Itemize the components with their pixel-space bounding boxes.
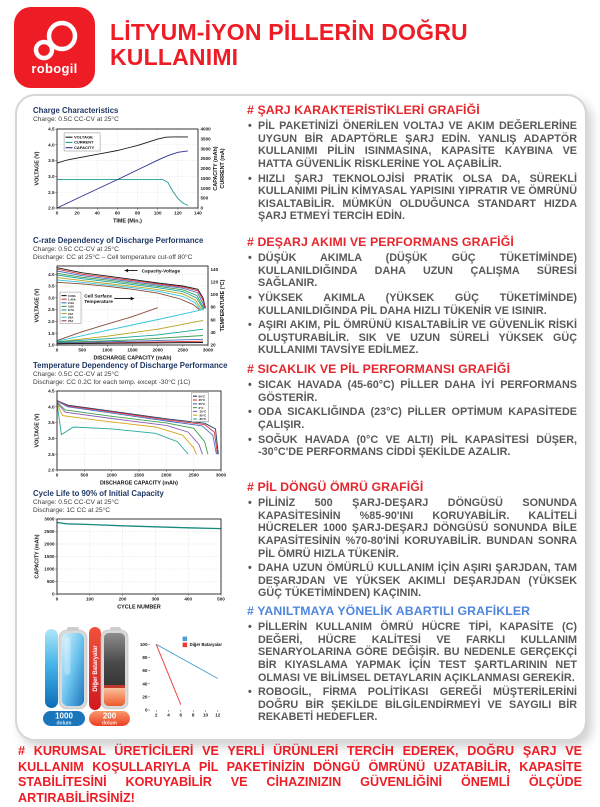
bullet-item: • YÜKSEK AKIMLA (YÜKSEK GÜÇ TÜKETİMİNDE) KULLANILDIĞINDA PİL DAHA HIZLI TÜKENİR VE ISINIR. <box>247 292 577 317</box>
fill-count-badge-bad <box>89 711 130 727</box>
section-sarj-karakteristikleri <box>247 103 577 225</box>
chart-subtitle: Discharge: CC at 25°C – Cell temperature cut-off 80°C <box>33 253 193 261</box>
svg-text:3.5: 3.5 <box>48 420 55 426</box>
section-heading: # PİL DÖNGÜ ÖMRÜ GRAFİĞİ <box>247 480 424 494</box>
chart-subtitle: Charge: 0.5C CC-CV at 25°C <box>33 116 119 123</box>
svg-text:0: 0 <box>55 472 59 478</box>
bullet-item: • PİL PAKETİNİZİ ÖNERİLEN VOLTAJ VE AKIM DEĞERLERİNE UYGUN BİR ADAPTÖRLE ŞARJ EDİN. YANLIŞ ADAPTÖR KULLANIMI PİLİN ISINMASINA, KAPASİTE KAYBINA VE HATTA GÜVENLİK RİSKLERİNE YOL AÇABİLİR. <box>247 120 577 171</box>
svg-text:60: 60 <box>142 668 148 674</box>
svg-text:Cell Surface: Cell Surface <box>84 294 112 300</box>
chart-title: Temperature Dependency of Discharge Performance <box>33 361 228 370</box>
svg-text:8: 8 <box>191 712 195 718</box>
svg-text:2.9A: 2.9A <box>68 301 75 305</box>
svg-text:1000: 1000 <box>102 347 113 353</box>
svg-text:VOLTAGE (V): VOLTAGE (V) <box>34 288 41 323</box>
svg-text:500: 500 <box>46 579 55 585</box>
chart-canvas-cycle <box>33 514 233 610</box>
chart-battery-comparison <box>136 630 228 722</box>
svg-text:20: 20 <box>142 694 148 700</box>
svg-text:2.0: 2.0 <box>48 467 55 473</box>
svg-text:120: 120 <box>210 279 219 285</box>
svg-text:60: 60 <box>210 317 216 323</box>
svg-text:40: 40 <box>142 681 148 687</box>
svg-text:2500: 2500 <box>177 347 188 353</box>
svg-text:-30°C: -30°C <box>198 417 207 422</box>
svg-text:0: 0 <box>51 591 55 597</box>
svg-text:3.5: 3.5 <box>48 157 55 163</box>
svg-text:20A: 20A <box>68 315 74 320</box>
svg-text:2.5: 2.5 <box>48 307 55 313</box>
fill-count-value: 200 <box>102 711 117 721</box>
svg-text:1000: 1000 <box>106 472 117 478</box>
battery-comparison-graphic <box>40 627 132 727</box>
svg-text:400: 400 <box>184 596 193 602</box>
bullet-item: • PİLLERİN KULLANIM ÖMRÜ HÜCRE TİPİ, KAPASİTE (C) DEĞERİ, HÜCRE KALİTESİ VE FARKLI KULLANIM SENARYOLARINA GÖRE DEĞİŞİR. BU NEDENLE GERÇEKÇİ BİR KIYASLAMA YAPMAK İÇİN TEST ŞARTLARININ NET OLMASI VE BİLİMSEL DETAYLARIN AÇIKLANMASI GEREKİR. <box>247 621 577 684</box>
svg-text:80: 80 <box>210 304 216 310</box>
svg-text:0.58A: 0.58A <box>68 293 76 298</box>
section-heading: # DEŞARJ AKIMI VE PERFORMANS GRAFİĞİ <box>247 235 514 249</box>
svg-text:100: 100 <box>210 292 219 297</box>
svg-text:2500: 2500 <box>44 529 55 535</box>
chart-cycle-life <box>33 489 233 610</box>
svg-text:100: 100 <box>153 210 162 215</box>
bullet-list <box>247 252 577 357</box>
bullet-list <box>247 120 577 223</box>
svg-text:100: 100 <box>85 596 94 602</box>
fill-count-value: 1000 <box>55 711 73 721</box>
section-heading: # YANILTMAYA YÖNELİK ABARTILI GRAFİKLER <box>247 604 531 618</box>
svg-text:20: 20 <box>210 342 216 348</box>
chart-subtitle: Discharge: 1C CC at 25°C <box>33 506 111 514</box>
svg-text:4.5: 4.5 <box>48 126 55 132</box>
bullet-item: • ROBOGİL, FİRMA POLİTİKASI GEREĞİ MÜŞTERİLERİNİ DOĞRU BİR ŞEKİLDE BİLGİLENDİRMEYİ VE SAYGILI BİR REKABETİ HEDEFLER. <box>247 686 577 724</box>
bullet-list <box>247 379 577 459</box>
chart-subtitle: Charge: 0.5C CC-CV at 25°C <box>33 371 119 378</box>
fill-count-unit: dolum <box>56 720 72 727</box>
page-title-line2: KULLANIMI <box>110 44 239 71</box>
bullet-item: • AŞIRI AKIM, PİL ÖMRÜNÜ KISALTABİLİR VE GÜVENLİK RİSKİ OLUŞTURABİLİR. SIK VE UZUN SÜRELİ YÜKSEK GÜÇ KULLANIMI TAVSİYE EDİLMEZ. <box>247 319 577 357</box>
svg-text:4.0: 4.0 <box>48 271 55 277</box>
chart-canvas-temperature <box>33 386 233 486</box>
svg-text:4.0: 4.0 <box>48 404 55 410</box>
robogil-logo <box>14 7 95 88</box>
svg-text:1.5: 1.5 <box>48 330 55 336</box>
svg-text:12: 12 <box>215 712 221 718</box>
svg-text:Capacity-Voltage: Capacity-Voltage <box>141 269 181 275</box>
bullet-item: • DÜŞÜK AKIMLA (DÜŞÜK GÜÇ TÜKETİMİNDE) KULLANILDIĞINDA DAHA UZUN ÇALIŞMA SÜRESİ SAĞLANIR. <box>247 252 577 290</box>
svg-text:-10°C: -10°C <box>198 409 207 414</box>
bullet-list <box>247 497 577 600</box>
svg-text:2000: 2000 <box>152 347 163 353</box>
chart-subtitle: Discharge: CC 0.2C for each temp. except -30°C (1C) <box>33 378 191 386</box>
svg-text:20: 20 <box>74 210 80 215</box>
svg-text:3.0: 3.0 <box>48 173 55 179</box>
svg-text:15A: 15A <box>68 311 74 316</box>
bullet-item: • DAHA UZUN ÖMÜRLÜ KULLANIM İÇİN AŞIRI ŞARJDAN, TAM DEŞARJDAN VE YÜKSEK AKIMLI DEŞARJDAN (YÜKSEK GÜÇ TÜKETİMİNDEN) KAÇININ. <box>247 562 577 600</box>
svg-text:2500: 2500 <box>200 155 211 161</box>
section-dongu-omru <box>247 480 577 602</box>
svg-text:100: 100 <box>139 641 148 647</box>
ribbon-label: Diğer Bataryalar <box>93 645 99 692</box>
battery-good-illustration <box>45 627 87 709</box>
svg-text:40: 40 <box>94 210 100 215</box>
svg-text:0: 0 <box>55 596 59 602</box>
svg-text:60°C: 60°C <box>198 394 206 399</box>
bullet-item: • PİLİNİZ 500 ŞARJ-DEŞARJ DÖNGÜSÜ SONUNDA KAPASİTESİNİN %85-90'INI KORUYABİLİR. KALİTELİ HÜCRELER 1000 ŞARJ-DEŞARJ DÖNGÜSÜ SONUNDA BİLE KAPASİTESİNİN %70-80'İNİ KORUYABİLİR. BUNDAN SONRA PİL ÖMRÜ HIZLA TÜKENİR. <box>247 497 577 560</box>
bullet-item: • ODA SICAKLIĞINDA (23°C) PİLLER OPTİMUM KAPASİTEDE ÇALIŞIR. <box>247 406 577 431</box>
bullet-item: • SICAK HAVADA (45-60°C) PİLLER DAHA İYİ PERFORMANS GÖSTERİR. <box>247 379 577 404</box>
svg-text:3000: 3000 <box>202 347 214 353</box>
svg-text:40: 40 <box>210 330 216 335</box>
svg-text:3000: 3000 <box>44 516 55 522</box>
chart-title: Charge Characteristics <box>33 106 119 115</box>
chart-temperature-discharge <box>33 361 233 486</box>
svg-text:CAPACITY (mAh): CAPACITY (mAh) <box>34 534 41 579</box>
section-sicaklik-performans <box>247 362 577 461</box>
svg-text:CYCLE NUMBER: CYCLE NUMBER <box>117 604 161 610</box>
svg-text:Temperature: Temperature <box>84 299 113 305</box>
svg-text:200: 200 <box>118 596 127 602</box>
svg-text:TEMPERATURE (°C): TEMPERATURE (°C) <box>220 279 226 332</box>
svg-text:1000: 1000 <box>44 566 55 572</box>
svg-text:4.0: 4.0 <box>48 141 55 147</box>
svg-text:VOLTAGE (V): VOLTAGE (V) <box>34 151 41 185</box>
svg-text:25A: 25A <box>68 319 74 323</box>
svg-text:VOLTAGE: VOLTAGE <box>74 133 93 139</box>
chart-subtitle: Charge: 0.5C CC-CV at 25°C <box>33 499 119 506</box>
svg-text:8.7A: 8.7A <box>68 308 75 313</box>
svg-text:2000: 2000 <box>200 165 211 171</box>
svg-text:1500: 1500 <box>133 472 145 478</box>
svg-text:0: 0 <box>55 210 59 215</box>
svg-text:0: 0 <box>200 205 204 211</box>
svg-text:3000: 3000 <box>200 145 211 151</box>
chart-canvas-charge <box>33 124 233 224</box>
svg-text:0: 0 <box>55 347 59 353</box>
svg-text:2.5: 2.5 <box>48 189 55 195</box>
svg-text:6: 6 <box>179 712 183 718</box>
svg-text:300: 300 <box>151 596 160 602</box>
svg-text:120: 120 <box>174 210 182 215</box>
robogil-logo-icon <box>26 19 84 63</box>
svg-text:DISCHARGE CAPACITY (mAh): DISCHARGE CAPACITY (mAh) <box>93 355 172 361</box>
section-abartili-grafikler <box>247 604 577 726</box>
svg-text:1.0: 1.0 <box>48 342 55 348</box>
chart-title: C-rate Dependency of Discharge Performance <box>33 236 204 245</box>
svg-text:CAPACITY (mAh): CAPACITY (mAh) <box>213 145 219 191</box>
svg-text:1.45A: 1.45A <box>68 297 76 302</box>
svg-text:4.5: 4.5 <box>48 388 55 394</box>
svg-text:3.0: 3.0 <box>48 295 55 301</box>
svg-text:500: 500 <box>217 596 225 602</box>
chart-charge-characteristics <box>33 106 233 224</box>
page-title <box>110 20 580 71</box>
page-title-line1: LİTYUM-İYON PİLLERİN DOĞRU <box>110 19 468 45</box>
svg-text:25°C: 25°C <box>198 402 206 406</box>
bullet-item: • HIZLI ŞARJ TEKNOLOJİSİ PRATİK OLSA DA, SÜREKLİ KULLANIMI PİLİN KİMYASAL YAPISINI YIPRATIR VE ÖMRÜNÜ KISALTABİLİR. MÜMKÜN OLDUĞUNCA STANDART HIZDA ŞARJ ETMEYİ TERCİH EDİN. <box>247 173 577 224</box>
svg-text:2000: 2000 <box>161 472 172 478</box>
section-heading: # ŞARJ KARAKTERİSTİKLERİ GRAFİĞİ <box>247 103 480 117</box>
svg-text:3500: 3500 <box>200 136 211 141</box>
svg-text:4000: 4000 <box>200 126 211 132</box>
footer-note: # KURUMSAL ÜRETİCİLERİ VE YERLİ ÜRÜNLERİ TERCİH EDEREK, DOĞRU ŞARJ VE KULLANIM KOŞULLARIYLA PİL PAKETİNİZİN DÖNGÜ ÖMRÜNÜ UZATABİLİR, KAPASİTE STABİLİTESİNİ KORUYABİLİR VE CİHAZINIZIN GÜVENLİĞİNİ ÖNEMLİ ÖLÇÜDE ARTIRABİLİRSİNİZ! <box>18 744 582 806</box>
svg-text:-20°C: -20°C <box>198 413 207 418</box>
svg-text:2000: 2000 <box>44 541 55 547</box>
ribbon-diger-bataryalar <box>89 627 101 710</box>
svg-text:CURRENT (mA): CURRENT (mA) <box>220 147 226 189</box>
svg-text:3.0: 3.0 <box>48 436 55 441</box>
section-heading: # SICAKLIK VE PİL PERFORMANSI GRAFİĞİ <box>247 362 511 376</box>
svg-text:3000: 3000 <box>215 472 227 478</box>
chart-crate-discharge <box>33 236 233 361</box>
svg-text:2.0: 2.0 <box>48 319 55 324</box>
svg-text:2: 2 <box>154 712 158 718</box>
chart-canvas-comparison <box>136 630 228 722</box>
svg-text:DISCHARGE CAPACITY (mAh): DISCHARGE CAPACITY (mAh) <box>100 480 178 486</box>
svg-text:500: 500 <box>78 347 87 353</box>
chart-subtitle: Charge: 0.5C CC-CV at 25°C <box>33 246 119 253</box>
svg-text:80: 80 <box>142 655 148 660</box>
svg-text:1500: 1500 <box>200 175 211 181</box>
fill-count-badge-good <box>43 711 85 727</box>
svg-text:3.5: 3.5 <box>48 283 55 289</box>
svg-text:CURRENT: CURRENT <box>74 139 94 145</box>
svg-text:VOLTAGE (V): VOLTAGE (V) <box>34 413 41 448</box>
svg-text:2.5: 2.5 <box>48 451 55 457</box>
svg-text:500: 500 <box>200 195 209 201</box>
svg-text:140: 140 <box>194 210 202 215</box>
svg-text:1000: 1000 <box>200 185 211 191</box>
svg-text:2.0: 2.0 <box>48 205 55 211</box>
fill-count-unit: dolum <box>102 720 117 727</box>
svg-text:10: 10 <box>202 712 209 718</box>
bullet-item: • SOĞUK HAVADA (0°C VE ALTI) PİL KAPASİTESİ DÜŞER, -30°C'DE PERFORMANS CİDDİ ŞEKİLDE AZALIR. <box>247 434 577 459</box>
svg-text:5.8A: 5.8A <box>68 304 75 309</box>
battery-bad-illustration <box>101 627 128 709</box>
svg-text:1500: 1500 <box>44 554 55 560</box>
section-desarj-akimi <box>247 235 577 359</box>
svg-text:500: 500 <box>80 472 89 478</box>
chart-canvas-crate <box>33 261 233 361</box>
svg-text:CAPACITY: CAPACITY <box>74 144 95 150</box>
logo-wordmark: robogil <box>31 61 78 76</box>
svg-text:80: 80 <box>135 210 141 215</box>
bullet-list <box>247 621 577 724</box>
svg-text:Diğer Bataryalar: Diğer Bataryalar <box>189 642 222 647</box>
svg-text:2500: 2500 <box>188 472 199 478</box>
chart-title: Cycle Life to 90% of Initial Capacity <box>33 489 164 498</box>
svg-text:0: 0 <box>144 707 148 713</box>
svg-text:1500: 1500 <box>127 347 138 353</box>
svg-text:60: 60 <box>114 210 120 215</box>
svg-text:0°C: 0°C <box>198 405 204 410</box>
svg-text:45°C: 45°C <box>198 398 206 403</box>
svg-text:140: 140 <box>210 266 219 272</box>
svg-text:TIME (Min.): TIME (Min.) <box>113 218 142 224</box>
svg-text:4: 4 <box>167 712 170 718</box>
